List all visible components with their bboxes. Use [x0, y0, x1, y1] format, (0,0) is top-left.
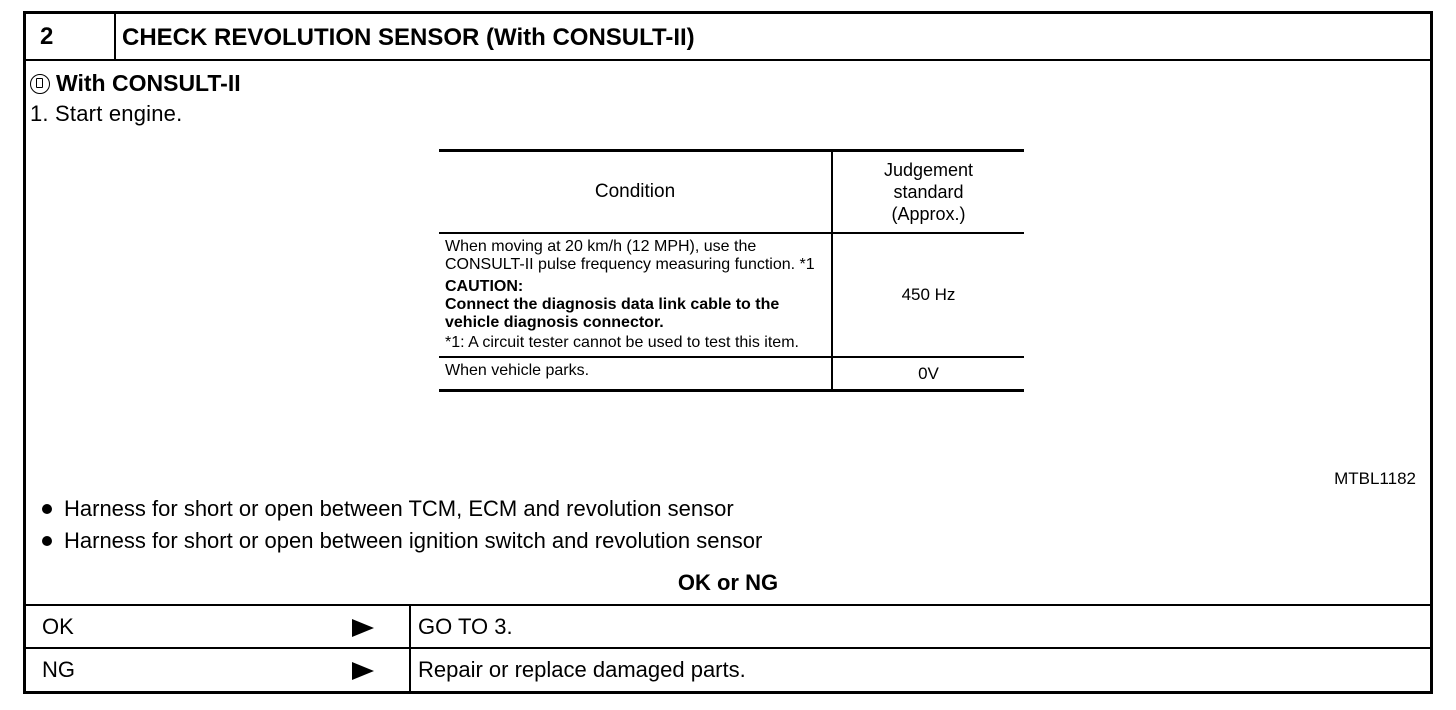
list-item: Harness for short or open between ignition switch and revolution sensor	[42, 525, 762, 557]
footnote: *1: A circuit tester cannot be used to test this item.	[445, 334, 799, 351]
result-row-ng	[26, 647, 1430, 691]
table-row	[439, 233, 1024, 357]
result-row-ok	[26, 604, 1430, 648]
table-row	[439, 357, 1024, 391]
caution-body: Connect the diagnosis data link cable to the vehicle diagnosis connector.	[445, 296, 780, 331]
result-key: OK	[42, 614, 74, 639]
step-number: 2	[26, 14, 116, 59]
check-list	[42, 493, 762, 557]
step-title: CHECK REVOLUTION SENSOR (With CONSULT-II)	[122, 24, 695, 51]
condition-text: When moving at 20 km/h (12 MPH), use the CONSULT-II pulse frequency measuring function. *1	[445, 238, 815, 273]
column-header-judgement: Judgement standard (Approx.)	[832, 151, 1024, 234]
result-heading: OK or NG	[677, 570, 779, 595]
list-item: Harness for short or open between TCM, ECM and revolution sensor	[42, 493, 762, 525]
consult-tester-icon	[30, 74, 50, 94]
divider	[409, 649, 411, 691]
judgement-value: 450 Hz	[832, 233, 1024, 357]
procedure-frame	[23, 11, 1433, 694]
figure-reference: MTBL1182	[1334, 469, 1416, 488]
bullet-icon	[42, 536, 52, 546]
divider	[409, 606, 411, 648]
instruction-step-1: 1. Start engine.	[30, 101, 183, 126]
consult-label: With CONSULT-II	[56, 70, 241, 96]
column-header-condition: Condition	[439, 151, 832, 234]
judgement-value: 0V	[918, 363, 939, 383]
consult-heading	[30, 70, 241, 97]
judgement-table	[439, 149, 1024, 392]
condition-cell: When vehicle parks.	[439, 357, 832, 391]
condition-cell	[439, 233, 832, 357]
result-action: GO TO 3.	[418, 614, 513, 639]
bullet-icon	[42, 504, 52, 514]
step-header	[26, 14, 1430, 61]
result-key: NG	[42, 657, 75, 682]
arrow-right-icon	[352, 619, 374, 637]
result-action: Repair or replace damaged parts.	[418, 657, 746, 682]
caution-title: CAUTION:	[445, 278, 524, 295]
arrow-right-icon	[352, 662, 374, 680]
